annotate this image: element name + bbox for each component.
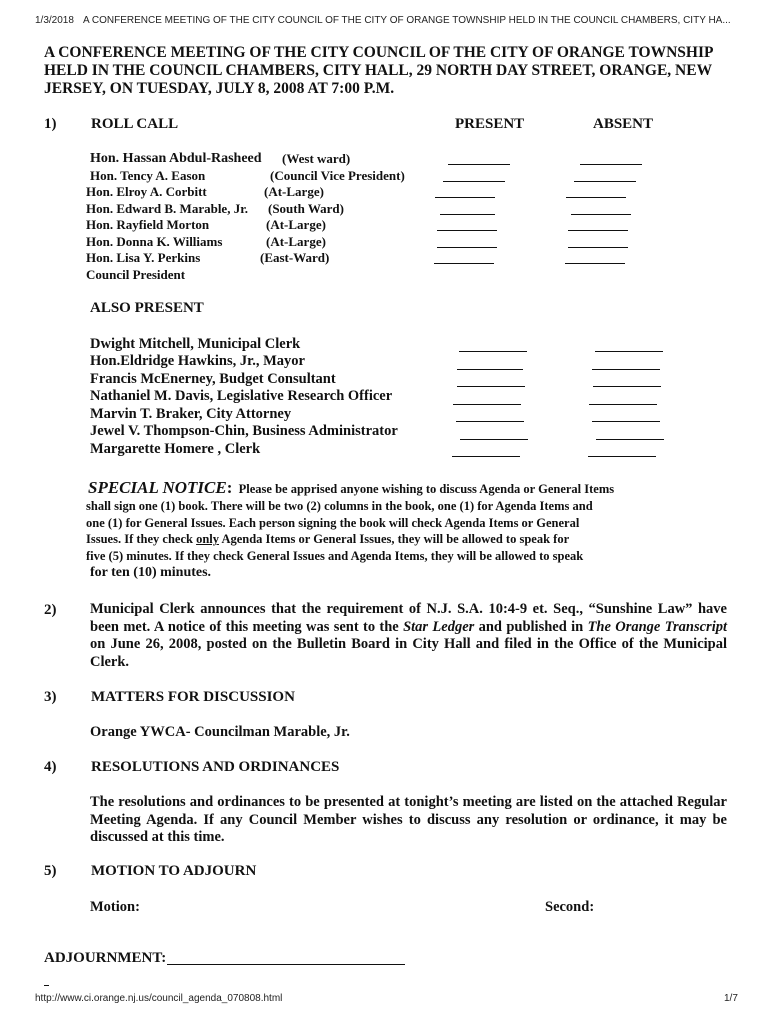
present-blank [457,386,525,387]
special-notice-colon: : [226,478,233,497]
council-president-label: Council President [86,267,186,282]
section-number-4: 4) [44,759,57,775]
orange-transcript-text: The Orange Transcript [587,618,728,635]
special-notice [86,480,706,582]
member-role: (At-Large) [266,217,326,232]
absent-column-label: ABSENT [593,116,654,132]
section-number-5: 5) [44,863,57,879]
present-blank [453,404,521,405]
star-ledger-text: Star Ledger [403,618,475,635]
member-name: Hon. Lisa Y. Perkins [86,250,201,265]
document-title: A CONFERENCE MEETING OF THE CITY COUNCIL OF THE CITY OF ORANGE TOWNSHIP HELD IN THE COUNCIL CHAMBERS, CITY HALL, 29 NORTH DAY STREET, ORANGE, NEW JERSEY, ON TUESDAY, JULY 8, 2008 AT 7:00 P.M. [44,44,713,97]
special-notice-line: for ten (10) minutes. [90,564,212,580]
section-number-1: 1) [44,116,57,132]
present-blank [452,456,520,457]
member-role: (Council Vice President) [270,168,405,183]
second-label: Second: [545,899,595,915]
print-page-number: 1/7 [724,993,738,1004]
section-number-2: 2) [44,602,57,618]
present-blank [435,197,495,198]
resolutions-heading: RESOLUTIONS AND ORDINANCES [91,759,340,775]
roll-call-heading: ROLL CALL [91,116,179,132]
absent-blank [566,197,626,198]
discussion-item: Orange YWCA- Councilman Marable, Jr. [90,724,350,740]
absent-blank [595,351,663,352]
special-notice-line: five (5) minutes. If they check General Issues and Agenda Items, they will be allowed to speak [86,549,584,564]
member-name: Hon. Elroy A. Corbitt [86,184,207,199]
special-notice-line: Please be apprised anyone wishing to discuss Agenda or General Items [238,482,615,496]
special-notice-line: shall sign one (1) book. There will be two (2) columns in the book, one (1) for Agenda Items and [86,498,593,513]
list-item: Hon.Eldridge Hawkins, Jr., Mayor [90,353,305,369]
absent-blank [588,456,656,457]
member-role: (East-Ward) [260,250,330,265]
special-notice-line: Issues. If they check [86,532,197,547]
sunshine-law-paragraph [90,601,727,671]
present-blank [448,164,510,165]
section-number-3: 3) [44,689,57,705]
print-page-title: A CONFERENCE MEETING OF THE CITY COUNCIL OF THE CITY OF ORANGE TOWNSHIP HELD IN THE COUNCIL CHAMBERS, CITY HA... [83,15,731,26]
print-date: 1/3/2018 [35,15,74,26]
present-blank [434,263,494,264]
present-blank [460,439,528,440]
list-item: Nathaniel M. Davis, Legislative Research Officer [90,388,393,404]
adjourn-heading: MOTION TO ADJOURN [91,863,257,879]
list-item: Margarette Homere , Clerk [90,441,261,457]
member-name: Hon. Hassan Abdul-Rasheed [90,151,262,166]
print-url: http://www.ci.orange.nj.us/council_agenda_070808.html [35,993,283,1004]
list-item: Francis McEnerney, Budget Consultant [90,371,336,387]
present-blank [437,247,497,248]
also-present-heading: ALSO PRESENT [90,300,204,316]
present-column-label: PRESENT [455,116,525,132]
paragraph-text: on June 26, 2008, posted on the Bulletin Board in City Hall and filed in the Office of the Municipal Clerk. [90,636,727,670]
absent-blank [593,386,661,387]
list-item: Marvin T. Braker, City Attorney [90,406,292,422]
special-notice-label: SPECIAL NOTICE [88,478,227,497]
adjournment-label: ADJOURNMENT: [44,950,167,966]
absent-blank [589,404,657,405]
member-role: (West ward) [282,151,351,166]
present-blank [456,421,524,422]
present-blank [440,214,495,215]
motion-label: Motion: [90,899,140,915]
member-role: (At-Large) [266,234,326,249]
member-role: (South Ward) [268,201,344,216]
matters-heading: MATTERS FOR DISCUSSION [91,689,295,705]
paragraph-text: Municipal Clerk announces that the requirement of N.J. S.A. 10:4-9 et. Seq., “Sunshine Law” have been met. A notice of this meeting was sent to the [90,601,727,635]
list-item: Jewel V. Thompson-Chin, Business Administrator [90,423,398,439]
present-blank [437,230,497,231]
resolutions-paragraph: The resolutions and ordinances to be presented at tonight’s meeting are listed on the attached Regular Meeting Agenda. If any Council Member wishes to discuss any resolution or ordinance, it may be discussed at this time. [90,794,727,845]
present-blank [443,181,505,182]
member-name: Hon. Edward B. Marable, Jr. [86,201,249,216]
member-name: Hon. Donna K. Williams [86,234,223,249]
absent-blank [580,164,642,165]
member-role: (At-Large) [264,184,324,199]
member-name: Hon. Rayfield Morton [86,217,210,232]
absent-blank [592,421,660,422]
adjournment-blank [167,964,405,965]
absent-blank [574,181,636,182]
paragraph-text: and published in [474,618,588,635]
absent-blank [596,439,664,440]
absent-blank [568,247,628,248]
absent-blank [565,263,625,264]
emphasis-only: only [196,532,220,547]
absent-blank [568,230,628,231]
absent-blank [592,369,660,370]
present-blank [459,351,527,352]
absent-blank [571,214,631,215]
present-blank [457,369,523,370]
list-item: Dwight Mitchell, Municipal Clerk [90,336,301,352]
member-name: Hon. Tency A. Eason [90,168,206,183]
small-dash [44,985,49,986]
special-notice-line: Agenda Items or General Issues, they will be allowed to speak for [219,532,570,547]
special-notice-line: one (1) for General Issues. Each person signing the book will check Agenda Items or General [86,515,580,530]
